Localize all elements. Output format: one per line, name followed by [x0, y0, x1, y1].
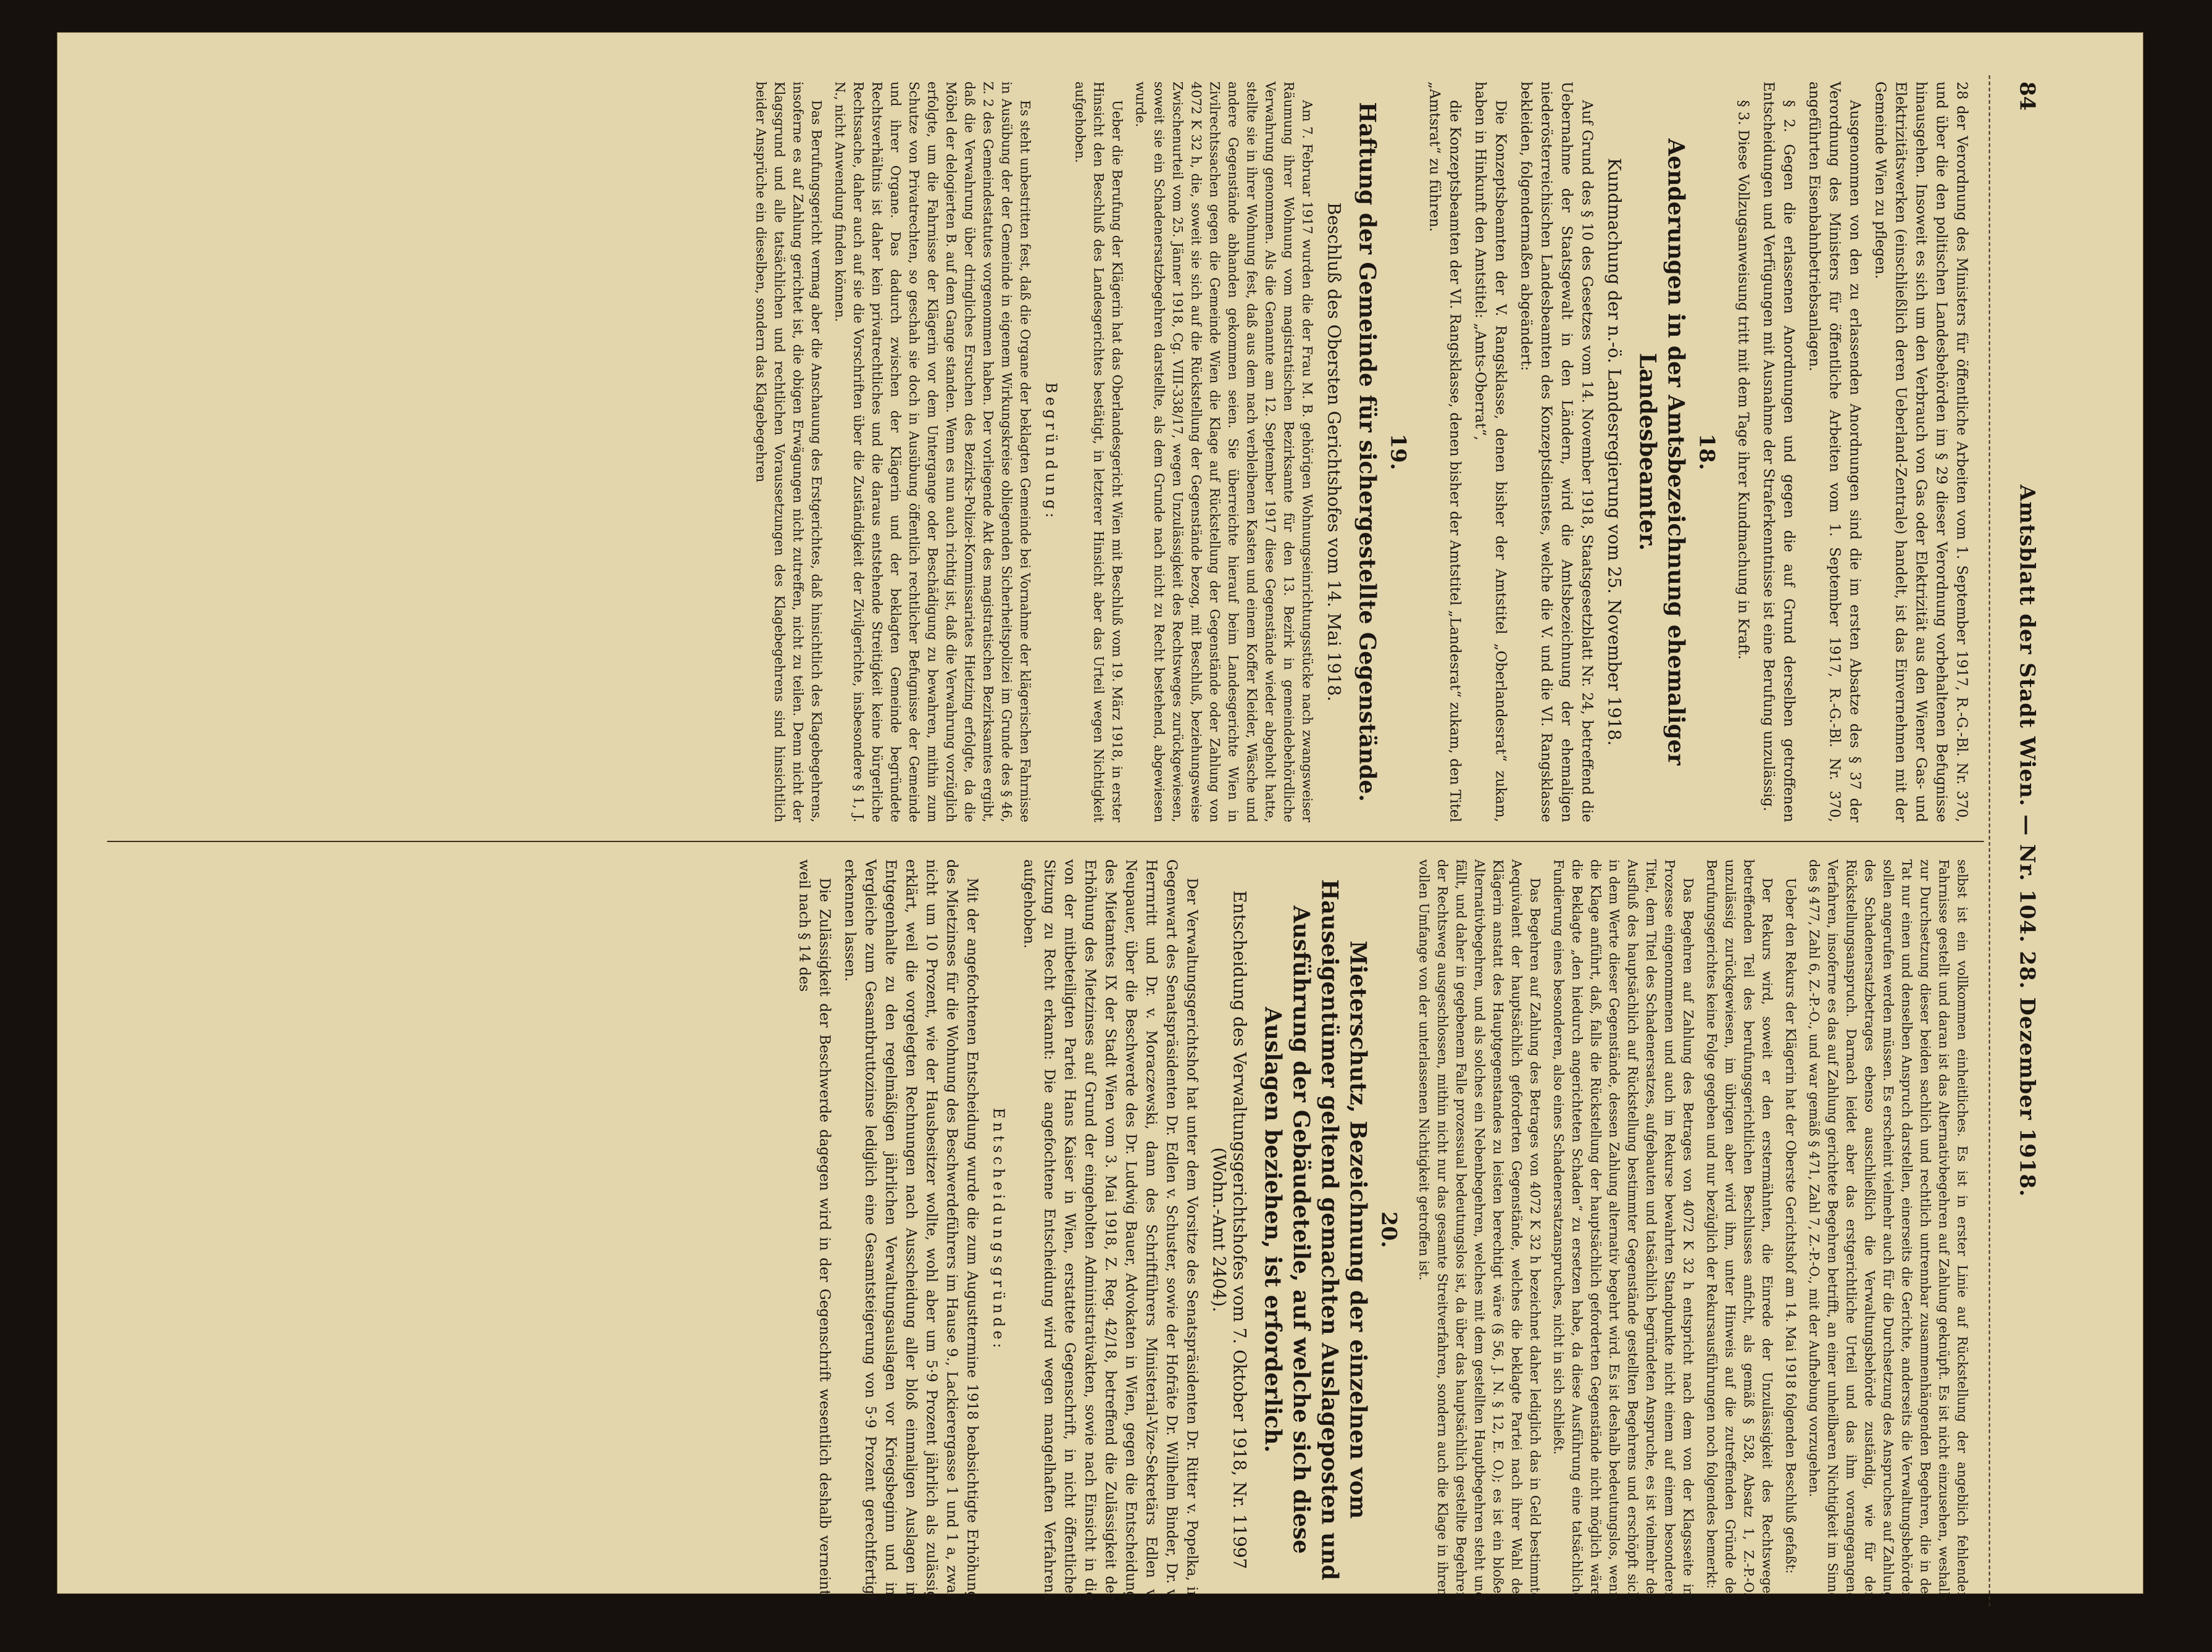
paragraph: Am 7. Februar 1917 wurden die der Frau M. B. gehörigen Wohnungseinrichtungsstücke nach zwangsweiser Räumung ihrer Wohnung vom magistratischen Bezirksamte für den 13. Bezirk in gemeindebehördliche Verwahrung genommen. Als die Genannte am 12. September 1917 diese Gegenstände wieder abgeholt hatte, stellte sie in ihrer Wohnung fest, daß aus dem nach verbleibenen Kasten und einem Koffer Kleider, Wäsche und andere Gegenstände abhanden gekommen seien. Sie überreichte hierauf beim Landesgerichte Wien in Zivilrechtssachen gegen die Gemeinde Wien die Klage auf Rückstellung der Gegenstände oder Zahlung von 4072 K 32 h, die, soweit sie sich auf die Rückstellung der Gegenstände bezog, mit Beschluß, beziehungsweise Zwischenurteil vom 25. Jänner 1918, Cg. VIII-338/17, wegen Unzulässigkeit des Rechtsweges zurückgewiesen, soweit sie ein Schadenersatzbegehren darstellte, als dem Grunde nach nicht zu Recht bestehend, abgewiesen wurde.	[1133, 81, 1315, 822]
running-header	[2009, 75, 2046, 1606]
running-title: Amtsblatt der Stadt Wien. — Nr. 104. 28. Dezember 1918.	[2014, 484, 2040, 1198]
paragraph: Ueber die Berufung der Klägerin hat das Oberlandesgericht Wien mit Beschluß vom 19. März 1918, in erster Hinsicht den Beschluß des Landesgerichtes bestätigt, in letzterer Hinsicht aber das Urteil wegen Nichtigkeit aufgehoben.	[1072, 81, 1125, 822]
section-19-body	[752, 81, 1317, 822]
paragraph: Das Begehren auf Zahlung des Betrages von 4072 K 32 h bezeichnet daher lediglich das in Geld bestimmte Aequivalent der hauptsächlich geforderten Gegenstände, welches die beklagte Partei nach ihrer Wahl der Klägerin anstatt des Hauptgegenstandes zu leisten berechtigt wäre (§ 56, J. N. § 12, E. O.); es ist ein bloßes Alternativbegehren, und als solches ein Nebenbegehren, welches mit dem gestellten Hauptbegehren steht und fällt, und daher in gegebenem Falle prozessual bedeutungslos ist, da über das hauptsächlich gestellte Begehren der Rechtsweg ausgeschlossen, mithin nicht nur das gesamte Streitverfahren, sondern auch die Klage in ihrem vollen Umfange von der unterlassenen Nichtigkeit getroffen ist.	[1416, 859, 1543, 1600]
paragraph: Das Begehren auf Zahlung des Betrages von 4072 K 32 h entspricht nach dem von der Klagsseite im Prozesse eingenommenen und auch im Rekurse bewahrten Standpunkte nicht einem auf einem besonderen Titel, dem Titel des Schadenersatzes, aufgebauten und tatsächlich begründeten Anspruche, es ist vielmehr der Ausfluß des hauptsächlich auf Rückstellung bestimmter Gegenstände gestellten Begehrens und erschöpft sich in dem Werte dieser Gegenstände, dessen Zahlung alternativ begehrt wird. Es ist deshalb bedeutungslos, wenn die Klage anführt, daß, falls die Rückstellung der hauptsächlich geforderten Gegenstände nicht möglich wäre, die Beklagte „den hiedurch angerichteten Schaden“ zu ersetzen habe, da diese Ausführung eine tatsächliche Fundierung eines besonderen, also eines Schadenersatzanspruches, nicht in sich schließt.	[1551, 859, 1696, 1600]
section-number-18: 18.	[1694, 433, 1719, 470]
left-column	[747, 81, 1972, 822]
paragraph: Der Verwaltungsgerichtshof hat unter dem Vorsitze des Senatspräsidenten Dr. Ritter v. Popelka, in Gegenwart des Senatspräsidenten Dr. Edlen v. Schuster, sowie der Hofräte Dr. Wilhelm Binder, Dr. v. Herrnritt und Dr. v. Moraczewski, dann des Schriftführers Ministerial-Vize-Sekretärs Edlen v. Neupauer, über die Beschwerde des Dr. Ludwig Bauer, Advokaten in Wien, gegen die Entscheidung des Mietamtes IX der Stadt Wien vom 3. Mai 1918, Z. Reg. 42/18, betreffend die Zulässigkeit der Erhöhung des Mietzinses auf Grund der eingeholten Administrativakten, sowie nach Einsicht in die von der mitbeteiligten Partei Hans Kaiser in Wien, erstattete Gegenschrift, in nicht öffentlicher Sitzung zu Recht erkannt: Die angefochtene Entscheidung wird wegen mangelhaften Verfahrens aufgehoben.	[1020, 859, 1200, 1600]
page-number: 84	[2014, 81, 2040, 111]
grounds-heading: Entscheidungsgründe:	[990, 1108, 1008, 1352]
rotated-page-content	[0, 32, 2206, 1652]
paragraph: Der Rekurs wird, soweit er den erstermähnten, die Einrede der Unzulässigkeit des Rechtsweges betreffenden Teil des berufungsgerichtlichen Beschlusses anficht, als gemäß § 528, Absatz 1, Z.-P.-O., unzulässig zurückgewiesen, im übrigen aber wird ihm, unter Hinweis auf die zutreffenden Gründe des Berufungsgerichtes keine Folge gegeben und nur bezüglich der Rekursausführungen noch folgendes bemerkt:	[1704, 859, 1775, 1600]
section-number-19: 19.	[1385, 433, 1411, 470]
paragraph: Die Konzeptsbeamten der V. Rangsklasse, denen bisher der Amtstitel „Oberlandesrat“ zukam, haben in Hinkunft den Amtstitel: „Amts-Oberrat“,	[1472, 81, 1509, 822]
right-column	[789, 859, 1972, 1600]
section-subtitle-18: Kundmachung der n.-ö. Landesregierung vom 25. November 1918.	[1604, 157, 1625, 746]
paragraph: 28 der Verordnung des Ministers für öffentliche Arbeiten vom 1. September 1917, R.-G.-Bl. Nr. 370, und über die den politischen Landesbehörden im § 29 dieser Verordnung vorbehaltenen Befugnisse hinausgehen. Insoweit es sich um den Verbrauch von Gas oder Elektrizität aus den Wiener Gas- und Elektrizitätswerken (einschließlich deren Ueberland-Zentrale) handelt, ist das Einvernehmen mit der Gemeinde Wien zu pflegen.	[1872, 81, 1970, 822]
paragraph: Es steht unbestritten fest, daß die Organe der beklagten Gemeinde bei Vornahme der klägerischen Fahrnisse in Ausübung der der Gemeinde in eigenem Wirkungskreise obliegenden Sicherheitspolizei im Grunde des § 46, Z. 2 des Gemeindestatutes vorgenommen haben. Der vorliegende Akt des magistratischen Bezirksamtes ergibt, daß die Verwahrung über dringliches Ersuchen des Bezirks-Polizei-Kommissariates Hietzing erfolgte, da die Möbel der delogierten B. auf dem Gange standen. Wenn es nun auch richtig ist, daß die Verwahrung vorzüglich erfolgte, um die Fahrnisse der Klägerin vor dem Untergange oder Beschädigung zu bewahren, mithin zum Schutze von Privatrechten, so geschah sie doch in Ausübung öffentlich rechtlicher Befugnisse der Gemeinde und ihrer Organe. Das dadurch zwischen der Klägerin und der beklagten Gemeinde begründete Rechtsverhältnis ist daher kein privatrechtliches und die daraus entstehende Streitigkeit keine bürgerliche Rechtssache, daher auch auf sie die Vorschriften über die Zuständigkeit der Zivilgerichte, insbesondere § 1, J. N., nicht Anwendung finden können.	[832, 81, 1033, 822]
paragraph: Auf Grund des § 10 des Gesetzes vom 14. November 1918, Staatsgesetzblatt Nr. 24, betreffend die Uebernahme der Staatsgewalt in den Ländern, wird die Amtsbezeichnung der ehemaligen niederösterreichischen Landesbeamten des Konzeptsdienstes, welche die V. und die VI. Rangsklasse bekleiden, folgendermaßen abgeändert:	[1517, 81, 1595, 822]
section-19-continuation	[1415, 859, 1972, 1600]
section-title-19: Haftung der Gemeinde für sichergestellte Gegenstände.	[1354, 102, 1380, 802]
grounds-heading: Begründung:	[1042, 382, 1060, 522]
paragraph: Das Berufungsgericht vermag aber die Anschauung des Erstgerichtes, daß hinsichtlich des Klagebegehrens, insoferne es auf Zahlung gerichtet ist, die obigen Erwägungen nicht zutreffen, nicht zu teilen. Denn nicht der Klagsgrund und alle tatsächlichen und rechtlichen Voraussetzungen des Klagebegehrens sind hinsichtlich beider Ansprüche ein dieselben, sondern das Klagebegehren	[753, 81, 824, 822]
section-title-20: Mieterschutz, Bezeichnung der einzelnen vom Hauseigentümer geltend gemachten Auslageposten und Ausführung der Gebäudeteile, auf welche sich diese Auslagen beziehen, ist erforderlich.	[1259, 879, 1371, 1580]
paragraph: Die Zulässigkeit der Beschwerde dagegen wird in der Gegenschrift wesentlich deshalb verneint, weil nach § 14 des	[796, 859, 833, 1600]
section-subtitle-19: Beschluß des Obersten Gerichtshofes vom 14. Mai 1918.	[1324, 202, 1345, 702]
paragraph: Ueber den Rekurs der Klägerin hat der Oberste Gerichtshof am 14. Mai 1918 folgenden Beschluß gefaßt:	[1783, 878, 1798, 1574]
paragraph: Ausgenommen von den zu erlassenden Anordnungen sind die im ersten Absatze des § 37 der Verordnung des Ministers für öffentliche Arbeiten vom 1. September 1917, R.-G.-Bl. Nr. 370, angeführten Eisenbahnbetriebsanlagen.	[1806, 81, 1863, 822]
column-divider	[107, 841, 1984, 842]
newspaper-page	[57, 32, 2143, 1600]
section-subtitle-20: Entscheidung des Verwaltungsgerichtshofes vom 7. Oktober 1918, Nr. 11997 (Wohn.-Amt 2404).	[1209, 890, 1250, 1569]
paragraph: die Konzeptsbeamten der VI. Rangsklasse, denen bisher der Amtstitel „Landesrat“ zukam, den Titel „Amtsrat“ zu führen.	[1426, 81, 1463, 822]
paragraph: § 2. Gegen die erlassenen Anordnungen und gegen die auf Grund derselben getroffenen Entscheidungen und Verfügungen mit Ausnahme der Straferkenntnisse ist eine Berufung unzulässig.	[1760, 81, 1797, 822]
paragraph: Mit der angefochtenen Entscheidung wurde die zum Augusttermine 1918 beabsichtigte Erhöhung des Mietzinses für die Wohnung des Beschwerdeführers im Hause 9., Lackierergasse 1 und 1 a, zwar nicht um 10 Prozent, wie der Hausbesitzer wollte, wohl aber um 5·9 Prozent jährlich als zulässig erklärt, weil die vorgelegten Rechnungen nach Ausscheidung aller bloß einmaligen Auslagen im Entgegenhalte zu den regelmäßigen jährlichen Verwaltungsauslagen vor Kriegsbeginn und im Vergleiche zum Gesamtbruttozinse lediglich eine Gesamtsteigerung von 5·9 Prozent gerechtfertigt erkennen lassen.	[841, 859, 980, 1600]
paragraph: § 3. Diese Vollzugsanweisung tritt mit dem Tage ihrer Kundmachung in Kraft.	[1735, 100, 1751, 660]
section-number-20: 20.	[1376, 1211, 1401, 1248]
header-rule	[1989, 75, 1990, 1606]
paragraph: selbst ist ein vollkommen einheitliches. Es ist in erster Linie auf Rückstellung der angeblich fehlenden Fahrnisse gestellt und daran ist das Alternativbegehren auf Zahlung geknüpft. Es ist nicht einzusehen, weshalb zur Durchsetzung dieser beiden sachlich und rechtlich untrennbar zusammenhängenden Begehren, die in der Tat nur einen und denselben Anspruch darstellen, einerseits die Gerichte, anderseits die Verwaltungsbehörden sollen angerufen werden müssen. Es erscheint vielmehr auch für die Durchsetzung des Anspruches auf Zahlung des Schadenersatzbetrages ebenso ausschließlich die Verwaltungsbehörde zuständig, wie für den Rückstellungsanspruch. Darnach leidet aber das erstgerichtliche Urteil und das ihm vorangegangene Verfahren, insoferne es das auf Zahlung gerichtete Begehren betrifft, an einer unheilbaren Nichtigkeit im Sinne des § 477, Zahl 6, Z.-P.-O., und war gemäß § 471, Zahl 7, Z.-P.-O., mit der Aufhebung vorzugehen.	[1806, 859, 1970, 1600]
section-title-18: Aenderungen in der Amtsbezeichnung ehemaliger Landesbeamter.	[1634, 138, 1689, 766]
